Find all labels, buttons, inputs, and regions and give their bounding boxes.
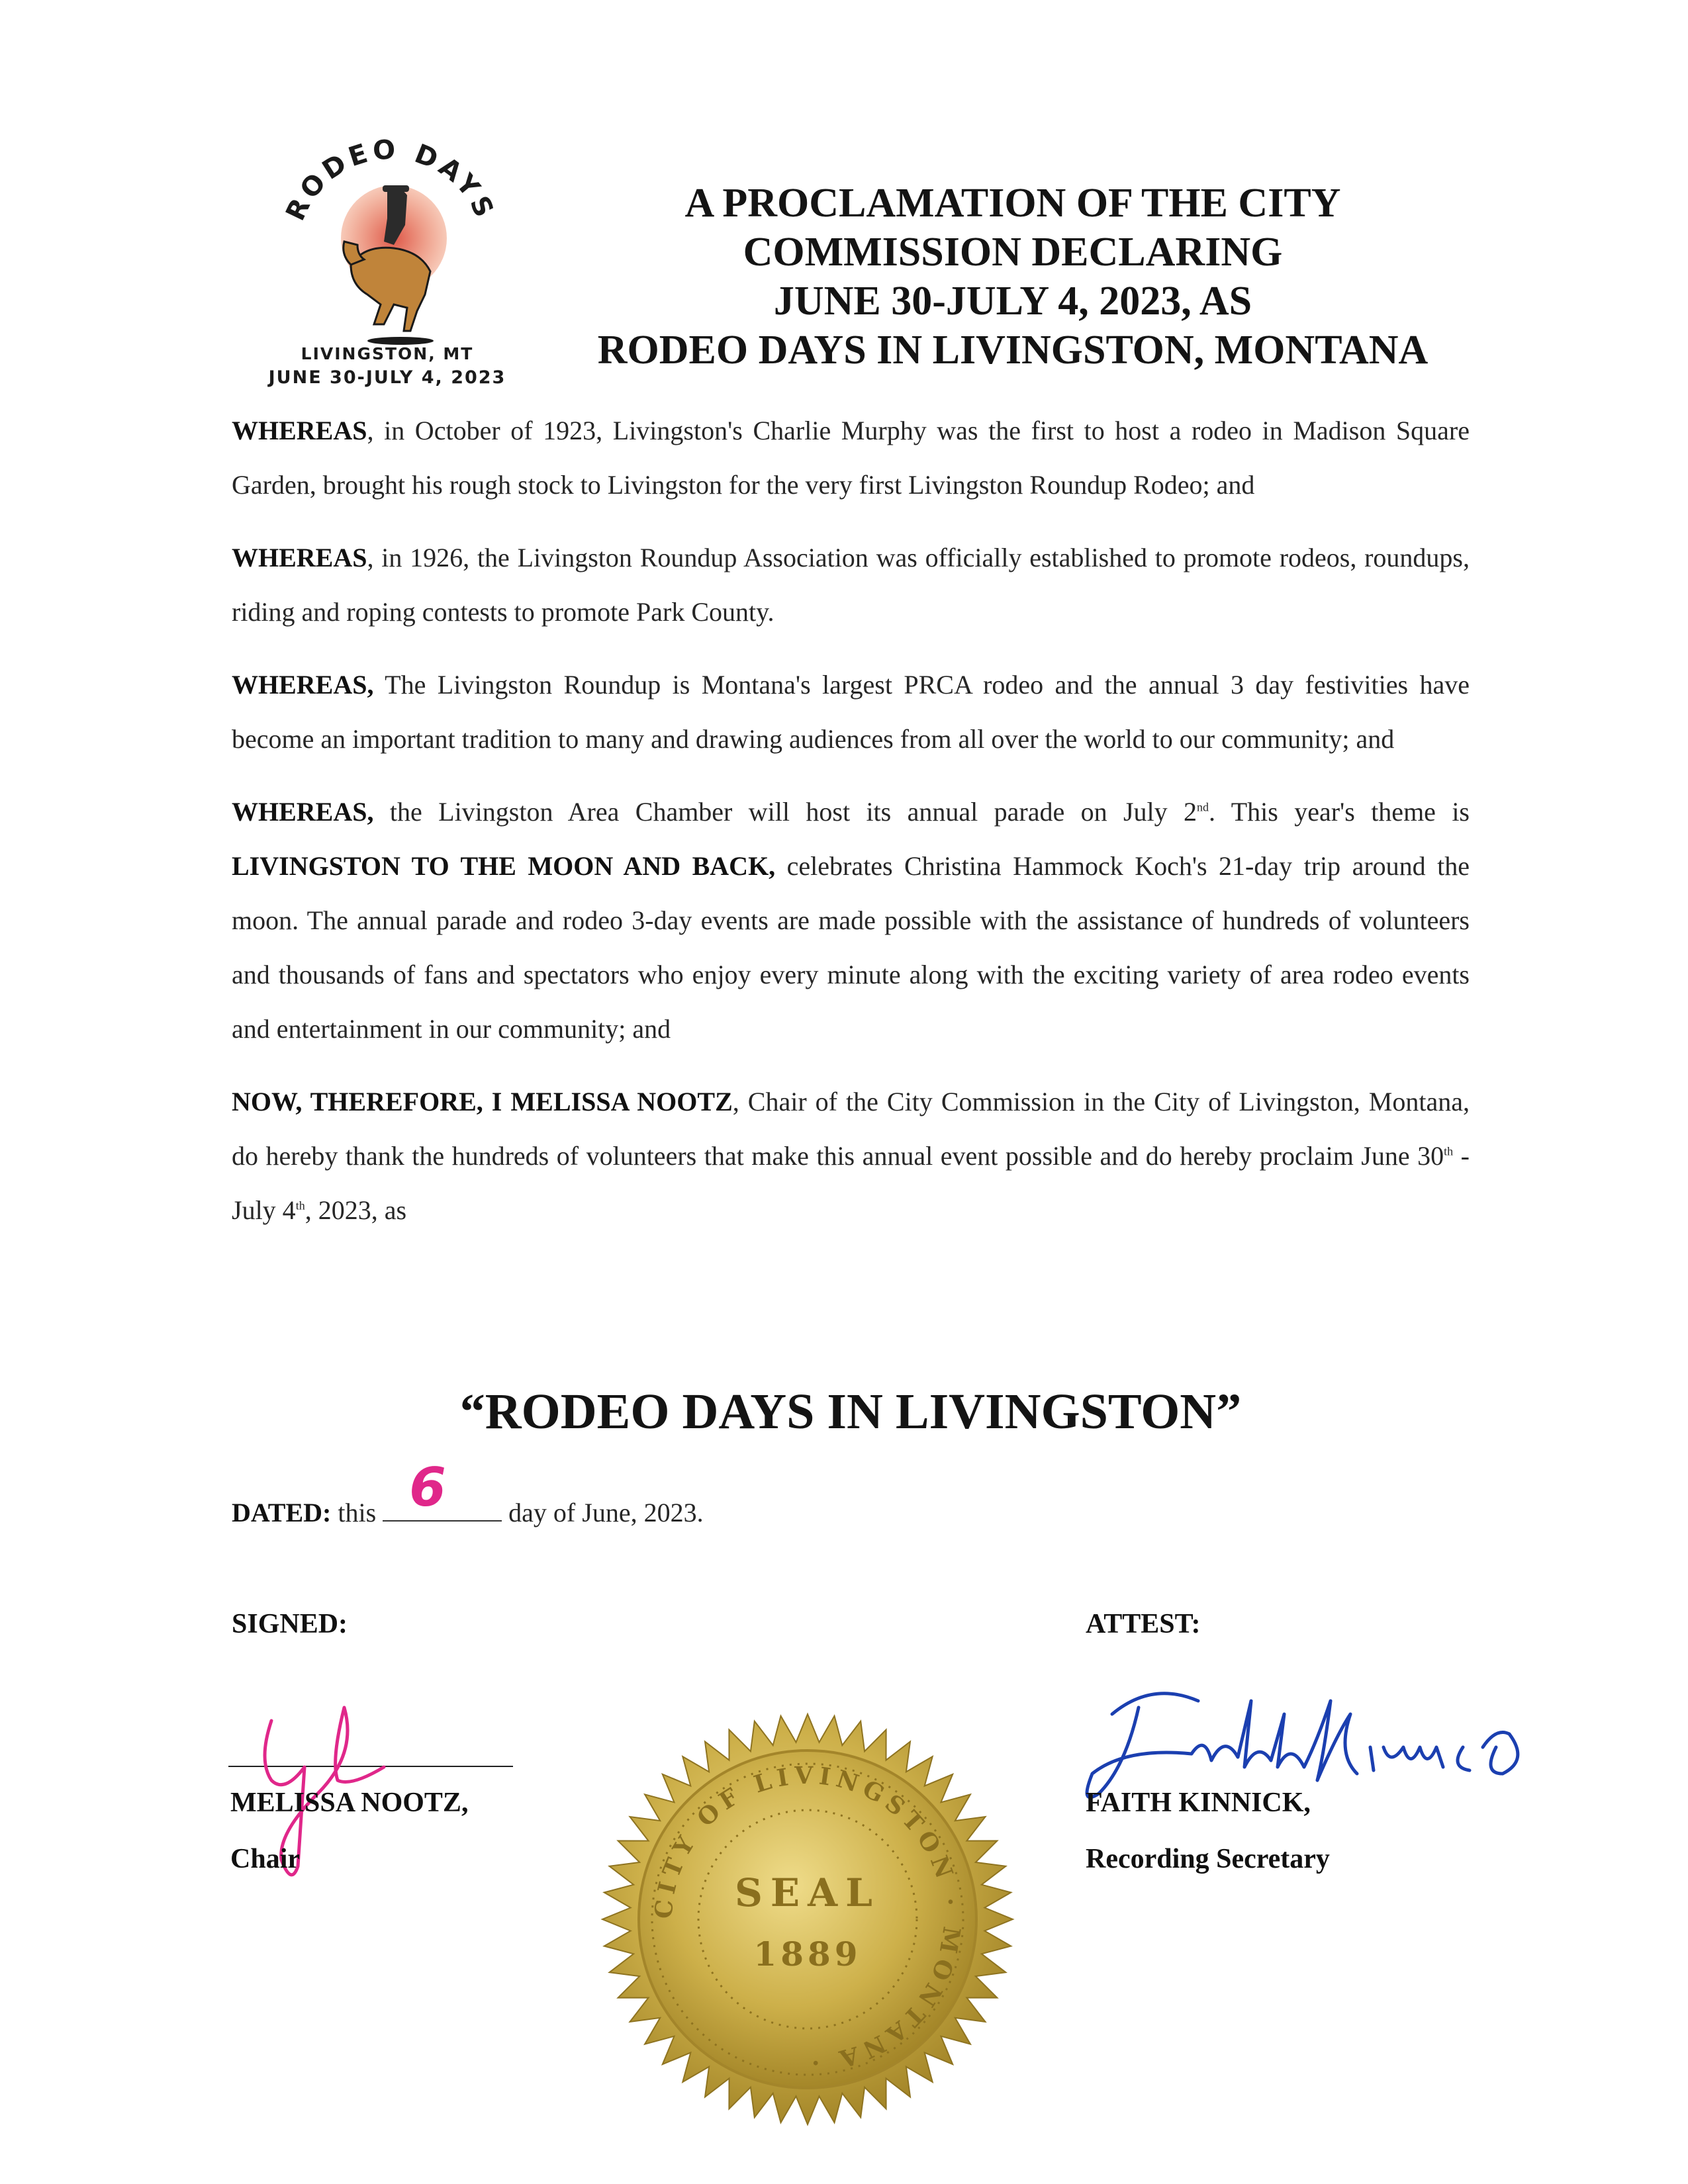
- dated-suffix: day of June, 2023.: [502, 1498, 704, 1527]
- chair-name: MELISSA NOOTZ,: [230, 1788, 469, 1818]
- ordinal-suffix: th: [295, 1199, 305, 1212]
- paragraph-lead: WHEREAS: [232, 416, 367, 445]
- dated-day-handwritten: 6: [409, 1457, 446, 1518]
- paragraph-text: , 2023, as: [305, 1195, 407, 1225]
- seal-ring-text: CITY OF LIVINGSTON · MONTANA ·: [649, 1761, 966, 2077]
- therefore-paragraph: [232, 1075, 1470, 1238]
- paragraph-text: celebrates Christina Hammock Koch's 21-day trip around the moon. The annual parade and rodeo 3-day events are made possible with the assistance of hundreds of volunteers and thousands of fans and spectators who enjoy every minute along with the exciting variety of area rodeo events and entertainment in our community; and: [232, 851, 1470, 1044]
- secretary-name: FAITH KINNICK,: [1086, 1788, 1311, 1818]
- proclamation-body: [232, 404, 1470, 1256]
- whereas-paragraph-2: [232, 531, 1470, 639]
- proclamation-title: “RODEO DAYS IN LIVINGSTON”: [459, 1384, 1242, 1439]
- parade-theme: LIVINGSTON TO THE MOON AND BACK,: [232, 851, 776, 881]
- dated-line: [232, 1457, 704, 1528]
- heading-line-1: A PROCLAMATION OF THE CITY: [684, 181, 1341, 226]
- logo-dates: JUNE 30-JULY 4, 2023: [268, 367, 506, 388]
- dated-label: DATED:: [232, 1498, 332, 1527]
- seal-center-top: SEAL: [735, 1870, 880, 1915]
- logo-place: LIVINGSTON, MT: [301, 344, 474, 363]
- paragraph-lead: NOW, THEREFORE, I MELISSA NOOTZ: [232, 1087, 733, 1116]
- heading-line-4: RODEO DAYS IN LIVINGSTON, MONTANA: [597, 328, 1429, 373]
- city-seal: [596, 1707, 1019, 2131]
- paragraph-text: . This year's theme is: [1209, 797, 1470, 827]
- ordinal-suffix: th: [1444, 1144, 1454, 1158]
- heading-line-3: JUNE 30-JULY 4, 2023, AS: [773, 279, 1252, 324]
- paragraph-text: - July 4: [232, 1141, 1470, 1225]
- secretary-title: Recording Secretary: [1086, 1844, 1330, 1874]
- whereas-paragraph-1: [232, 404, 1470, 512]
- paragraph-text: , in 1926, the Livingston Roundup Association was officially established to promote rodeos, roundups, riding and roping contests to promote Park County.: [232, 543, 1470, 627]
- seal-center-bottom: 1889: [753, 1934, 862, 1974]
- paragraph-lead: WHEREAS,: [232, 670, 374, 700]
- paragraph-lead: WHEREAS: [232, 543, 367, 572]
- paragraph-lead: WHEREAS,: [232, 797, 374, 827]
- paragraph-text: The Livingston Roundup is Montana's largest PRCA rodeo and the annual 3 day festivities have become an important tradition to many and drawing audiences from all over the world to our community; and: [232, 670, 1470, 754]
- attest-label: ATTEST:: [1086, 1609, 1201, 1639]
- logo-arc-text: RODEO DAYS: [280, 134, 501, 226]
- whereas-paragraph-3: [232, 658, 1470, 766]
- ordinal-suffix: nd: [1197, 800, 1209, 814]
- paragraph-text: , in October of 1923, Livingston's Charlie Murphy was the first to host a rodeo in Madison Square Garden, brought his rough stock to Livingston for the very first Livingston Roundup Rodeo; and: [232, 416, 1470, 500]
- proclamation-heading: [543, 179, 1483, 375]
- signed-label: SIGNED:: [232, 1609, 348, 1639]
- paragraph-text: , Chair of the City Commission in the City of Livingston, Montana, do hereby thank the hundreds of volunteers that make this annual event possible and do hereby proclaim June 30: [232, 1087, 1470, 1171]
- dated-this: this: [331, 1498, 383, 1527]
- heading-line-2: COMMISSION DECLARING: [743, 230, 1283, 275]
- whereas-paragraph-4: [232, 785, 1470, 1056]
- chair-title: Chair: [230, 1844, 300, 1874]
- paragraph-text: the Livingston Area Chamber will host its annual parade on July 2: [373, 797, 1197, 827]
- dated-blank: [383, 1457, 502, 1522]
